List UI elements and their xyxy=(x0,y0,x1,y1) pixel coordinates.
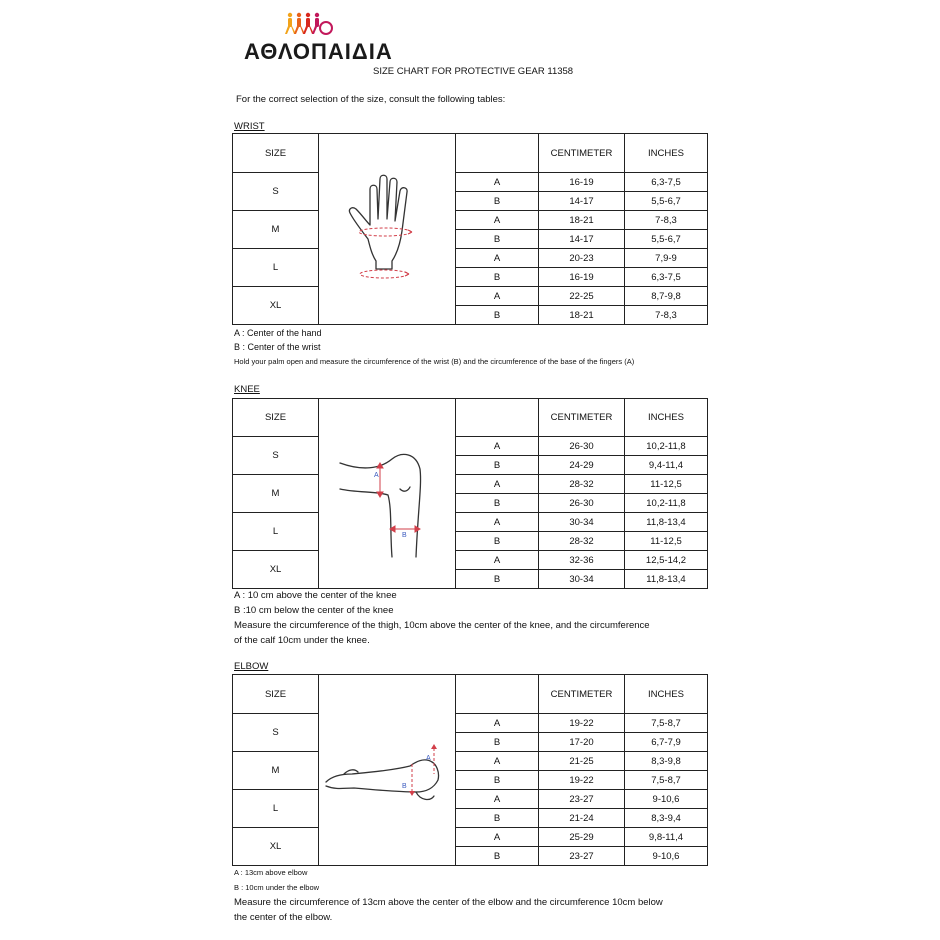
inch-cell: 10,2-11,8 xyxy=(625,437,708,456)
point-cell: B xyxy=(456,268,539,287)
cm-cell: 18-21 xyxy=(539,306,625,325)
intro-text: For the correct selection of the size, consult the following tables: xyxy=(236,94,506,105)
size-cell: S xyxy=(233,437,319,475)
table-row xyxy=(233,752,708,771)
cm-cell: 14-17 xyxy=(539,192,625,211)
point-cell: B xyxy=(456,809,539,828)
cm-cell: 16-19 xyxy=(539,268,625,287)
inch-cell: 7-8,3 xyxy=(625,211,708,230)
inch-cell: 5,5-6,7 xyxy=(625,192,708,211)
table-row xyxy=(233,828,708,847)
cm-cell: 19-22 xyxy=(539,771,625,790)
header-inches: INCHES xyxy=(625,134,708,173)
knee-note-a: A : 10 cm above the center of the knee xyxy=(234,590,397,601)
header-size: SIZE xyxy=(233,134,319,173)
runners-logo-icon xyxy=(284,12,334,36)
inch-cell: 9-10,6 xyxy=(625,790,708,809)
header-point xyxy=(456,134,539,173)
point-cell: A xyxy=(456,828,539,847)
cm-cell: 32-36 xyxy=(539,551,625,570)
inch-cell: 8,3-9,8 xyxy=(625,752,708,771)
svg-text:B: B xyxy=(402,531,407,539)
brand-name: ΑΘΛΟΠΑΙΔΙΑ xyxy=(244,39,393,64)
cm-cell: 19-22 xyxy=(539,714,625,733)
point-cell: A xyxy=(456,249,539,268)
table-row xyxy=(233,249,708,268)
cm-cell: 16-19 xyxy=(539,173,625,192)
header-cm: CENTIMETER xyxy=(539,675,625,714)
size-cell: M xyxy=(233,475,319,513)
table-header-row xyxy=(233,134,708,173)
inch-cell: 8,3-9,4 xyxy=(625,809,708,828)
size-cell: M xyxy=(233,211,319,249)
section-label-elbow: ELBOW xyxy=(234,661,269,672)
inch-cell: 11-12,5 xyxy=(625,532,708,551)
svg-text:B: B xyxy=(402,783,407,790)
point-cell: B xyxy=(456,494,539,513)
knee-illustration xyxy=(319,399,456,589)
table-row xyxy=(233,437,708,456)
point-cell: B xyxy=(456,733,539,752)
header-size: SIZE xyxy=(233,675,319,714)
point-cell: A xyxy=(456,790,539,809)
table-row xyxy=(233,173,708,192)
inch-cell: 8,7-9,8 xyxy=(625,287,708,306)
header-cm: CENTIMETER xyxy=(539,134,625,173)
size-cell: L xyxy=(233,513,319,551)
inch-cell: 9,4-11,4 xyxy=(625,456,708,475)
knee-icon xyxy=(332,429,442,559)
table-header-row xyxy=(233,399,708,437)
header-point xyxy=(456,399,539,437)
inch-cell: 7,5-8,7 xyxy=(625,714,708,733)
inch-cell: 5,5-6,7 xyxy=(625,230,708,249)
inch-cell: 7-8,3 xyxy=(625,306,708,325)
inch-cell: 11,8-13,4 xyxy=(625,570,708,589)
cm-cell: 25-29 xyxy=(539,828,625,847)
elbow-note-instructions-1: Measure the circumference of 13cm above the center of the elbow and the circumference 10cm below xyxy=(234,897,663,908)
elbow-illustration xyxy=(319,675,456,866)
cm-cell: 18-21 xyxy=(539,211,625,230)
cm-cell: 26-30 xyxy=(539,437,625,456)
inch-cell: 10,2-11,8 xyxy=(625,494,708,513)
point-cell: B xyxy=(456,456,539,475)
size-cell: L xyxy=(233,249,319,287)
table-row xyxy=(233,475,708,494)
point-cell: B xyxy=(456,532,539,551)
size-cell: S xyxy=(233,714,319,752)
size-cell: M xyxy=(233,752,319,790)
point-cell: B xyxy=(456,847,539,866)
inch-cell: 7,5-8,7 xyxy=(625,771,708,790)
point-cell: A xyxy=(456,173,539,192)
elbow-note-b: B : 10cm under the elbow xyxy=(234,883,320,892)
size-cell: S xyxy=(233,173,319,211)
header-inches: INCHES xyxy=(625,399,708,437)
svg-text:A: A xyxy=(374,471,379,479)
inch-cell: 9-10,6 xyxy=(625,847,708,866)
point-cell: B xyxy=(456,192,539,211)
table-row xyxy=(233,551,708,570)
table-row xyxy=(233,211,708,230)
knee-note-instructions-1: Measure the circumference of the thigh, 10cm above the center of the knee, and the circumference xyxy=(234,620,650,631)
point-cell: B xyxy=(456,570,539,589)
knee-size-table xyxy=(232,398,708,589)
cm-cell: 23-27 xyxy=(539,790,625,809)
inch-cell: 12,5-14,2 xyxy=(625,551,708,570)
table-header-row xyxy=(233,675,708,714)
point-cell: A xyxy=(456,437,539,456)
inch-cell: 6,3-7,5 xyxy=(625,268,708,287)
cm-cell: 24-29 xyxy=(539,456,625,475)
knee-note-instructions-2: of the calf 10cm under the knee. xyxy=(234,635,370,646)
cm-cell: 28-32 xyxy=(539,532,625,551)
size-cell: XL xyxy=(233,551,319,589)
table-row xyxy=(233,790,708,809)
inch-cell: 6,3-7,5 xyxy=(625,173,708,192)
table-row xyxy=(233,287,708,306)
cm-cell: 30-34 xyxy=(539,513,625,532)
point-cell: B xyxy=(456,771,539,790)
wrist-size-table xyxy=(232,133,708,325)
section-label-knee: KNEE xyxy=(234,384,260,395)
inch-cell: 11,8-13,4 xyxy=(625,513,708,532)
table-row xyxy=(233,513,708,532)
point-cell: A xyxy=(456,714,539,733)
cm-cell: 28-32 xyxy=(539,475,625,494)
size-cell: XL xyxy=(233,287,319,325)
elbow-size-table xyxy=(232,674,708,866)
point-cell: A xyxy=(456,513,539,532)
point-cell: A xyxy=(456,752,539,771)
header-inches: INCHES xyxy=(625,675,708,714)
svg-text:A: A xyxy=(426,755,431,762)
inch-cell: 7,9-9 xyxy=(625,249,708,268)
cm-cell: 20-23 xyxy=(539,249,625,268)
brand-logo xyxy=(244,12,393,64)
inch-cell: 6,7-7,9 xyxy=(625,733,708,752)
inch-cell: 9,8-11,4 xyxy=(625,828,708,847)
elbow-note-a: A : 13cm above elbow xyxy=(234,868,308,877)
wrist-note-instructions: Hold your palm open and measure the circumference of the wrist (B) and the circumference of the base of the fingers (A) xyxy=(234,357,635,366)
point-cell: A xyxy=(456,551,539,570)
cm-cell: 23-27 xyxy=(539,847,625,866)
knee-note-b: B :10 cm below the center of the knee xyxy=(234,605,394,616)
header-point xyxy=(456,675,539,714)
cm-cell: 17-20 xyxy=(539,733,625,752)
cm-cell: 21-24 xyxy=(539,809,625,828)
document-title: SIZE CHART FOR PROTECTIVE GEAR 11358 xyxy=(373,66,574,77)
table-row xyxy=(233,714,708,733)
point-cell: B xyxy=(456,306,539,325)
size-cell: L xyxy=(233,790,319,828)
hand-icon xyxy=(332,169,442,289)
point-cell: B xyxy=(456,230,539,249)
wrist-illustration xyxy=(319,134,456,325)
size-cell: XL xyxy=(233,828,319,866)
header-cm: CENTIMETER xyxy=(539,399,625,437)
cm-cell: 22-25 xyxy=(539,287,625,306)
point-cell: A xyxy=(456,475,539,494)
cm-cell: 30-34 xyxy=(539,570,625,589)
inch-cell: 11-12,5 xyxy=(625,475,708,494)
point-cell: A xyxy=(456,211,539,230)
point-cell: A xyxy=(456,287,539,306)
cm-cell: 26-30 xyxy=(539,494,625,513)
header-size: SIZE xyxy=(233,399,319,437)
section-label-wrist: WRIST xyxy=(234,121,265,132)
wrist-note-a: A : Center of the hand xyxy=(234,328,322,338)
cm-cell: 14-17 xyxy=(539,230,625,249)
elbow-icon xyxy=(322,730,452,810)
elbow-note-instructions-2: the center of the elbow. xyxy=(234,912,333,923)
wrist-note-b: B : Center of the wrist xyxy=(234,342,321,352)
cm-cell: 21-25 xyxy=(539,752,625,771)
